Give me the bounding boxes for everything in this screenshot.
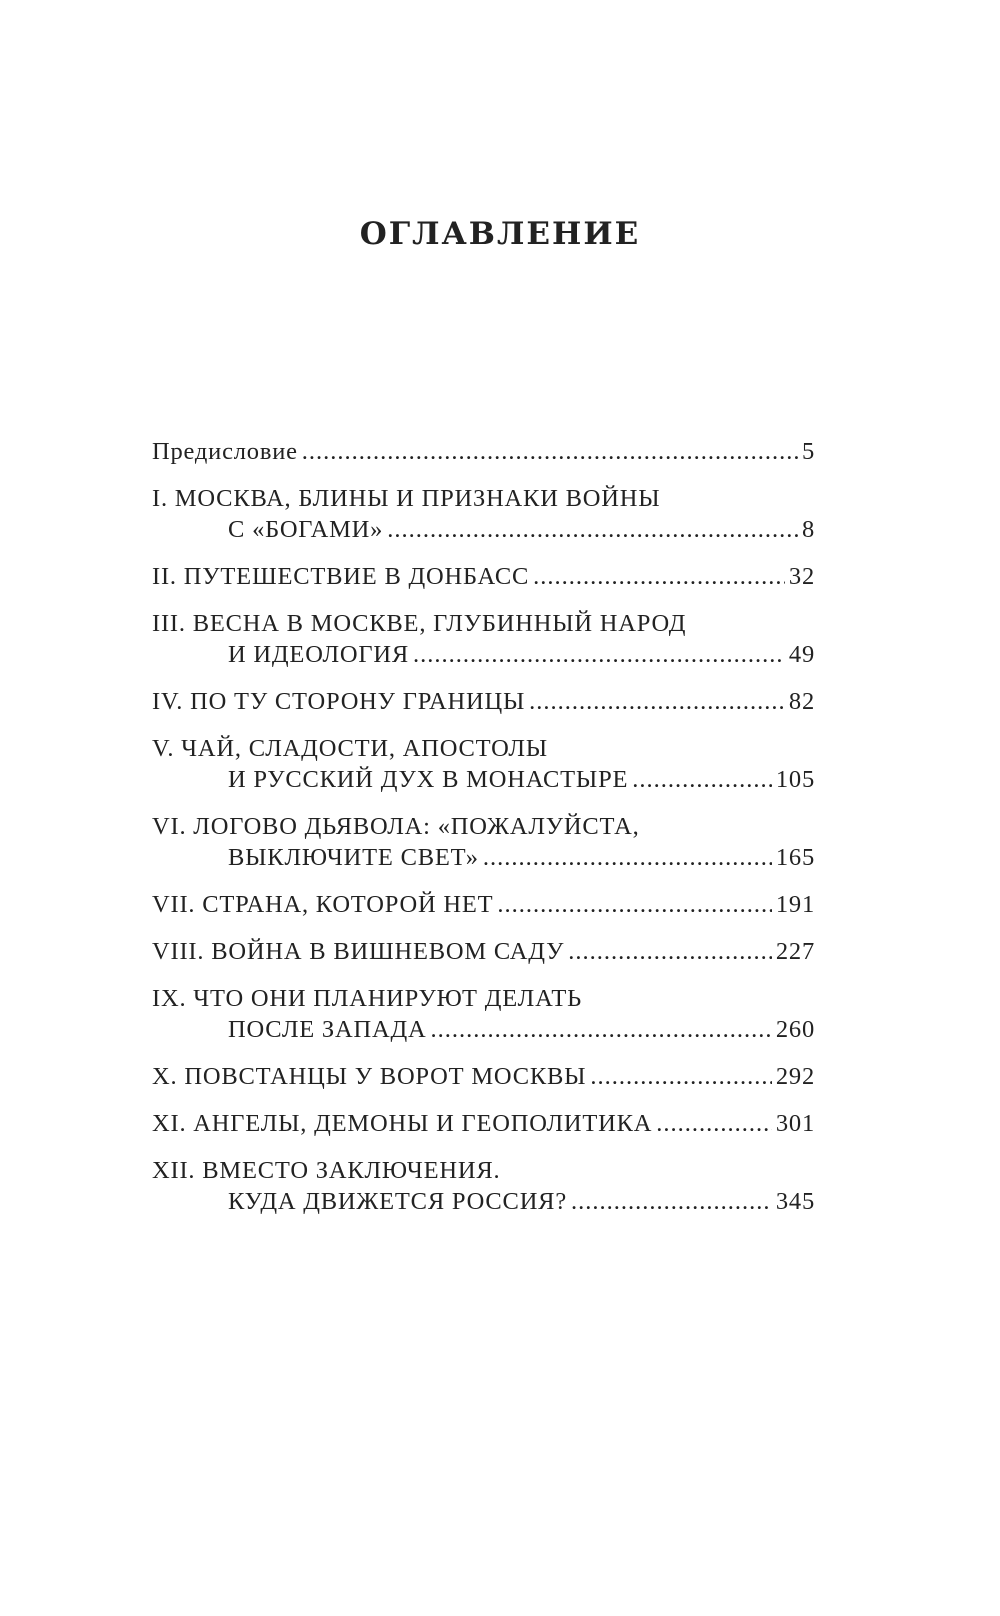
dot-leader [302,436,798,467]
toc-entry[interactable] [152,889,815,920]
dot-leader [413,639,785,670]
dot-leader [430,1014,771,1045]
toc-entry[interactable] [152,686,815,717]
toc-entry-title [152,983,815,1014]
toc-entry-text: X. ПОВСТАНЦЫ У ВОРОТ МОСКВЫ [152,1063,587,1090]
dot-leader [497,889,771,920]
toc-entry-title-continuation [152,1014,815,1045]
toc-entry[interactable] [152,1108,815,1139]
toc-page-number: 105 [775,766,815,793]
toc-entry-title [152,483,815,514]
toc-entry-text: И ИДЕОЛОГИЯ [228,641,409,668]
toc-entry-text: Предисловие [152,438,298,465]
toc-entry-text: ВЫКЛЮЧИТЕ СВЕТ» [228,844,479,871]
toc-entry-title [152,608,815,639]
dot-leader [571,1186,772,1217]
toc-entry-text: С «БОГАМИ» [228,516,384,543]
toc-entry-text: ПОСЛЕ ЗАПАДА [228,1016,427,1043]
toc-entry-text: I. МОСКВА, БЛИНЫ И ПРИЗНАКИ ВОЙНЫ [152,485,661,512]
dot-leader [533,561,785,592]
dot-leader [632,764,772,795]
toc-entry[interactable] [152,733,815,795]
toc-entry[interactable] [152,1061,815,1092]
dot-leader [529,686,785,717]
toc-entry-title-continuation [152,639,815,670]
toc-entry-text: III. ВЕСНА В МОСКВЕ, ГЛУБИННЫЙ НАРОД [152,610,687,637]
toc-entry-text: V. ЧАЙ, СЛАДОСТИ, АПОСТОЛЫ [152,735,548,762]
toc-entry-title [152,1108,815,1139]
toc-entry-title [152,1061,815,1092]
dot-leader [656,1108,772,1139]
toc-entry-title-continuation [152,514,815,545]
toc-entry-text: КУДА ДВИЖЕТСЯ РОССИЯ? [228,1188,567,1215]
toc-page-number: 292 [775,1063,815,1090]
toc-page-number: 82 [788,688,815,715]
toc-page-number: 32 [788,563,815,590]
toc-entry-title [152,1155,815,1186]
toc-entry-title [152,733,815,764]
toc-entry-text: И РУССКИЙ ДУХ В МОНАСТЫРЕ [228,766,629,793]
dot-leader [483,842,772,873]
toc-entry-title-continuation [152,842,815,873]
toc-entry[interactable] [152,608,815,670]
toc-entry[interactable] [152,811,815,873]
toc-page-number: 191 [775,891,815,918]
toc-entry-text: II. ПУТЕШЕСТВИЕ В ДОНБАСС [152,563,530,590]
dot-leader [590,1061,772,1092]
toc-page-number: 227 [775,938,815,965]
toc-entry-text: VIII. ВОЙНА В ВИШНЕВОМ САДУ [152,938,565,965]
toc-entry-title-continuation [152,764,815,795]
toc-entry[interactable] [152,561,815,592]
dot-leader [387,514,798,545]
toc-entry-title [152,889,815,920]
toc-entry-title-continuation [152,1186,815,1217]
toc-entry-title [152,686,815,717]
toc-entry-title [152,811,815,842]
toc-entry-text: XI. АНГЕЛЫ, ДЕМОНЫ И ГЕОПОЛИТИКА [152,1110,653,1137]
toc-entry-title [152,936,815,967]
toc-page-number: 5 [801,438,815,465]
toc-page-number: 301 [775,1110,815,1137]
toc-entry-text: VI. ЛОГОВО ДЬЯВОЛА: «ПОЖАЛУЙСТА, [152,813,640,840]
toc-page-number: 8 [801,516,815,543]
toc-entry[interactable] [152,936,815,967]
toc-entry-text: VII. СТРАНА, КОТОРОЙ НЕТ [152,891,494,918]
toc-page-number: 345 [775,1188,815,1215]
toc-entry-text: XII. ВМЕСТО ЗАКЛЮЧЕНИЯ. [152,1157,501,1184]
toc-page-number: 165 [775,844,815,871]
toc-entry[interactable] [152,1155,815,1217]
table-of-contents [152,436,815,1233]
dot-leader [568,936,772,967]
toc-entry-text: IV. ПО ТУ СТОРОНУ ГРАНИЦЫ [152,688,526,715]
toc-entry-title [152,436,815,467]
toc-entry[interactable] [152,483,815,545]
toc-page-number: 49 [788,641,815,668]
toc-page-number: 260 [775,1016,815,1043]
page-title: ОГЛАВЛЕНИЕ [359,216,641,252]
toc-entry[interactable] [152,436,815,467]
toc-entry[interactable] [152,983,815,1045]
toc-entry-title [152,561,815,592]
toc-entry-text: IX. ЧТО ОНИ ПЛАНИРУЮТ ДЕЛАТЬ [152,985,583,1012]
